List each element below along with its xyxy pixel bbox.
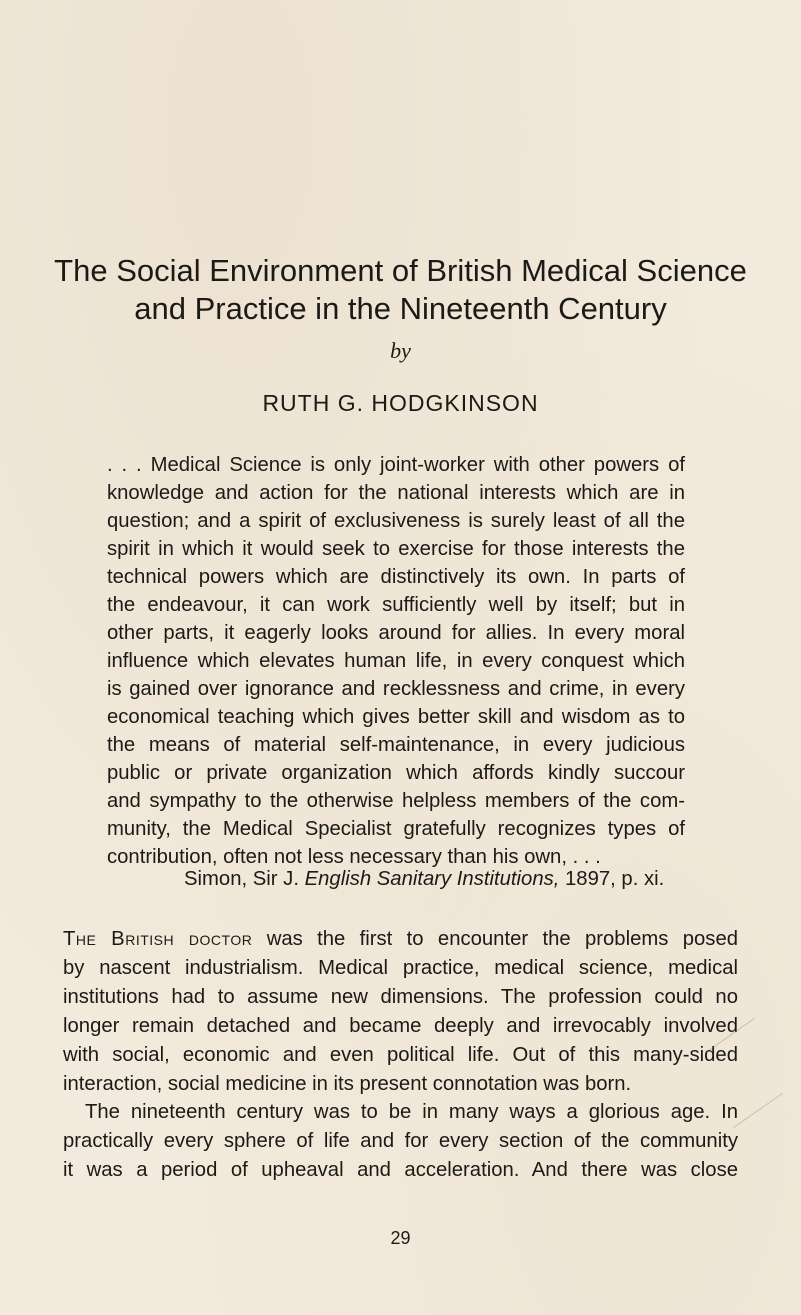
epigraph-line: economical teaching which gives better skill and wisdom as to bbox=[107, 706, 685, 728]
small-caps-lead-in: The British doctor bbox=[63, 928, 253, 950]
epigraph-line: public or private organization which affords kindly succour bbox=[107, 762, 685, 784]
epigraph bbox=[107, 451, 685, 871]
body-line: it was a period of upheaval and acceleration. And there was close bbox=[63, 1159, 738, 1182]
epigraph-line: technical powers which are distinctively its own. In parts of bbox=[107, 566, 685, 588]
epigraph-line: question; and a spirit of exclusiveness is surely least of all the bbox=[107, 510, 685, 532]
epigraph-line: spirit in which it would seek to exercise for those interests the bbox=[107, 538, 685, 560]
epigraph-line: and sympathy to the otherwise helpless members of the com- bbox=[107, 790, 685, 812]
epigraph-line: contribution, often not less necessary than his own, . . . bbox=[107, 846, 601, 868]
epigraph-line: the endeavour, it can work sufficiently well by itself; but in bbox=[107, 594, 685, 616]
page-number: 29 bbox=[390, 1228, 411, 1248]
author-name: RUTH G. HODGKINSON bbox=[262, 390, 539, 416]
byline: by bbox=[390, 338, 411, 363]
body-line: practically every sphere of life and for every section of the community bbox=[63, 1130, 738, 1153]
chapter-title-line-1: The Social Environment of British Medical Science bbox=[54, 253, 747, 288]
citation-work-title: English Sanitary Institutions, bbox=[304, 868, 560, 890]
epigraph-line: the means of material self-maintenance, in every judicious bbox=[107, 734, 685, 756]
epigraph-line: is gained over ignorance and recklessness and crime, in every bbox=[107, 678, 685, 700]
chapter-title-line-2: and Practice in the Nineteenth Century bbox=[134, 291, 667, 326]
epigraph-line: other parts, it eagerly looks around for allies. In every moral bbox=[107, 622, 685, 644]
body-line: by nascent industrialism. Medical practice, medical science, medical bbox=[63, 956, 738, 979]
epigraph-line: influence which elevates human life, in every conquest which bbox=[107, 650, 685, 672]
paper-crease-mark bbox=[733, 1093, 783, 1128]
body-line: with social, economic and even political life. Out of this many-sided bbox=[63, 1043, 738, 1066]
body-line: The nineteenth century was to be in many ways a glorious age. In bbox=[85, 1101, 738, 1124]
body-text bbox=[63, 925, 738, 1185]
body-line: institutions had to assume new dimensions. The profession could no bbox=[63, 985, 738, 1008]
body-line: longer remain detached and became deeply and irrevocably involved bbox=[63, 1014, 738, 1037]
epigraph-line: munity, the Medical Specialist gratefully recognizes types of bbox=[107, 818, 685, 840]
citation-details: 1897, p. xi. bbox=[565, 868, 665, 890]
body-line-text: was the first to encounter the problems posed bbox=[266, 928, 739, 950]
epigraph-line: . . . Medical Science is only joint-worker with other powers of bbox=[107, 454, 685, 476]
body-line: interaction, social medicine in its present connotation was born. bbox=[63, 1072, 632, 1095]
body-line bbox=[63, 925, 738, 954]
epigraph-citation bbox=[184, 865, 664, 893]
citation-author: Simon, Sir J. bbox=[184, 868, 299, 890]
epigraph-line: knowledge and action for the national interests which are in bbox=[107, 482, 685, 504]
